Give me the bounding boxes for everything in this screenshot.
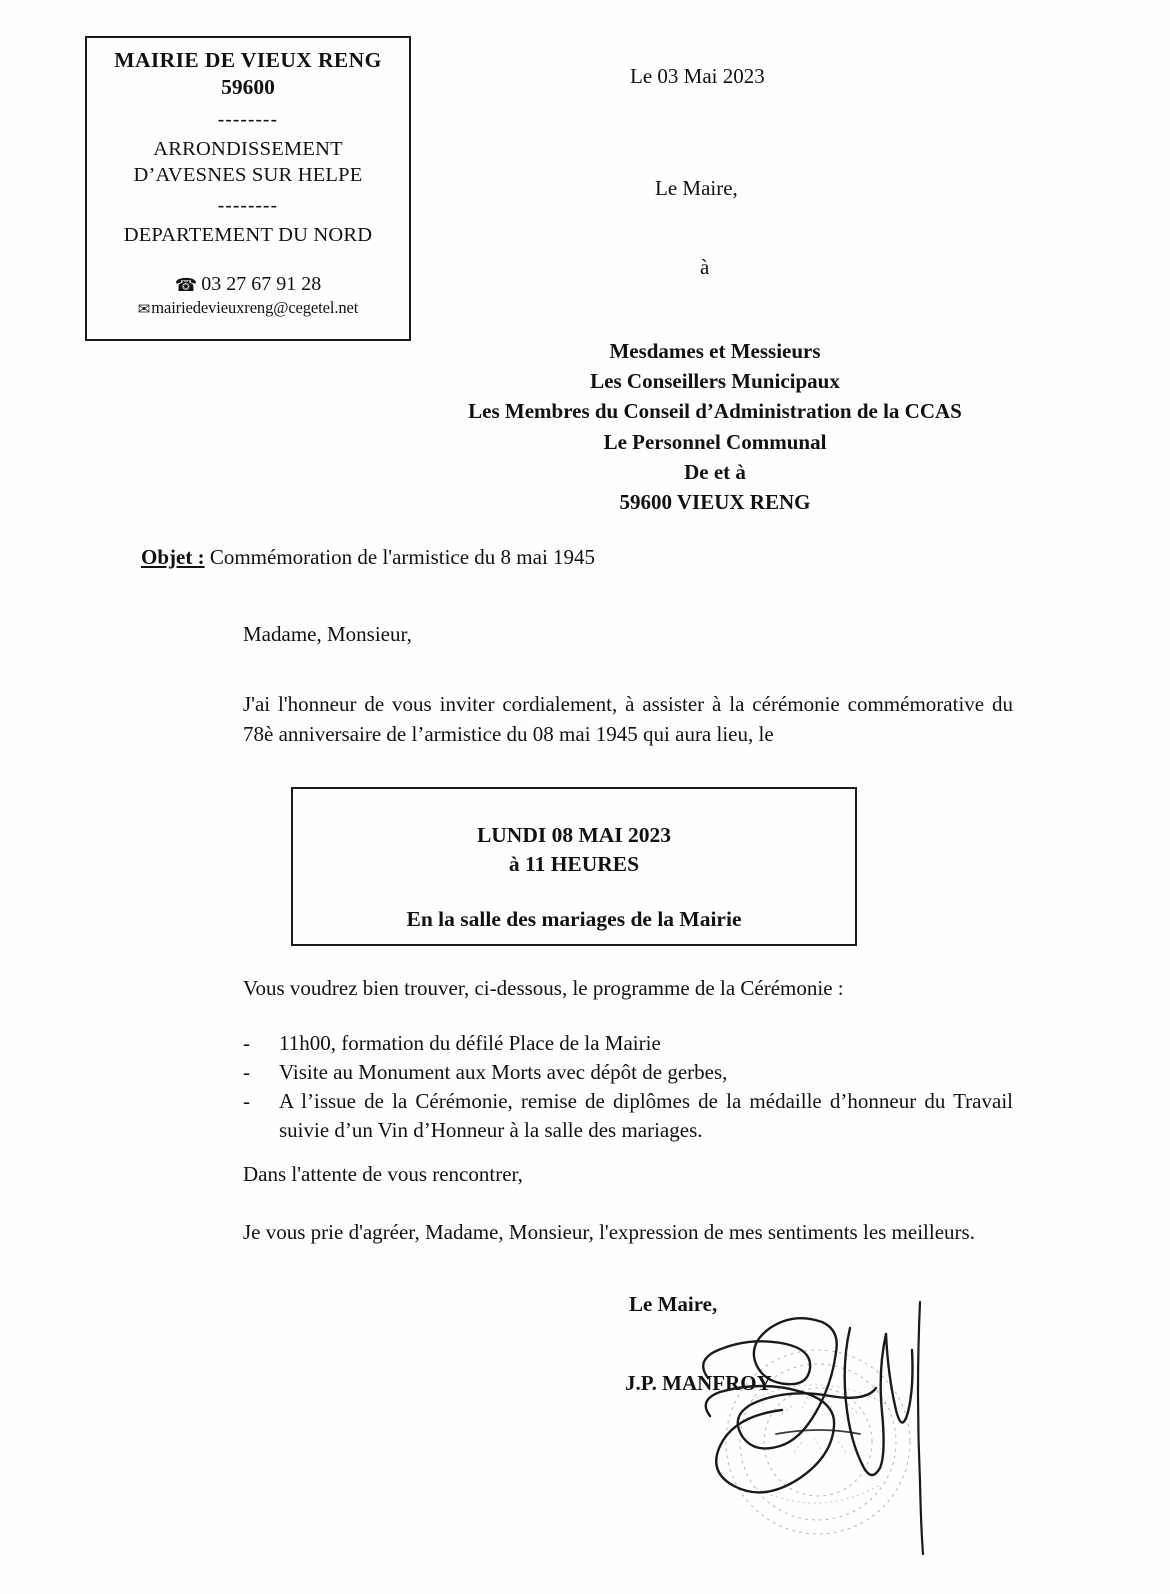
- recipient-line: Mesdames et Messieurs: [609, 339, 821, 363]
- salutation: Madame, Monsieur,: [243, 622, 412, 646]
- letterhead-phone-row: [87, 271, 409, 297]
- announcement-date: LUNDI 08 MAI 2023: [476, 823, 672, 847]
- bullet-dash: -: [243, 1059, 250, 1084]
- bullet-dash: -: [243, 1088, 250, 1113]
- announcement-box: [291, 787, 857, 946]
- programme-item-text: Visite au Monument aux Morts avec dépôt de gerbes,: [279, 1059, 728, 1084]
- recipient-line: Les Membres du Conseil d’Administration de la CCAS: [468, 399, 962, 424]
- list-item: [243, 1087, 1013, 1145]
- letterhead-title: MAIRIE DE VIEUX RENG: [114, 48, 382, 72]
- list-item: [243, 1029, 1013, 1058]
- letter-body: [243, 620, 1013, 749]
- announcement-place: En la salle des mariages de la Mairie: [406, 907, 742, 932]
- programme-list: [243, 1029, 1013, 1145]
- recipient-line: Le Personnel Communal: [603, 429, 827, 454]
- invitation-paragraph: J'ai l'honneur de vous inviter cordialement, à assister à la cérémonie commémorative du 78è anniversaire de l’armistice du 08 mai 1945 qui aura lieu, le: [243, 691, 1013, 746]
- announcement-date-time: [293, 821, 855, 879]
- recipient-line: Les Conseillers Municipaux: [590, 369, 840, 394]
- recipient-line: De et à: [684, 459, 746, 484]
- subject-line: [141, 545, 595, 570]
- letterhead-postal-code: 59600: [221, 74, 275, 99]
- envelope-icon: ✉: [137, 301, 151, 318]
- closing-line-2: Je vous prie d'agréer, Madame, Monsieur, l'expression de mes sentiments les meilleurs.: [243, 1220, 975, 1244]
- letterhead-contact: [87, 271, 409, 321]
- letterhead-district-line-2: D’AVESNES SUR HELPE: [133, 164, 363, 187]
- announcement-time: à 11 HEURES: [508, 852, 640, 877]
- list-item: [243, 1058, 1013, 1087]
- letterhead-box: [85, 36, 411, 341]
- letterhead-separator-1: --------: [217, 108, 279, 130]
- closing-line-1: Dans l'attente de vous rencontrer,: [243, 1162, 523, 1186]
- letterhead-email-row: [87, 297, 409, 321]
- to-label: à: [700, 255, 710, 279]
- programme-intro: Vous voudrez bien trouver, ci-dessous, le programme de la Cérémonie :: [243, 976, 844, 1000]
- handwritten-signature-icon: [690, 1292, 950, 1572]
- bullet-dash: -: [243, 1031, 250, 1055]
- programme-item-text: 11h00, formation du défilé Place de la Mairie: [279, 1031, 661, 1055]
- subject-label: Objet :: [141, 545, 205, 569]
- recipient-line: 59600 VIEUX RENG: [619, 490, 811, 515]
- phone-icon: ☎: [174, 274, 198, 295]
- signature-title: Le Maire,: [629, 1292, 718, 1316]
- letterhead-phone: 03 27 67 91 28: [201, 272, 322, 295]
- spacer: [243, 650, 1013, 690]
- letterhead-district-line-1: ARRONDISSEMENT: [153, 137, 343, 160]
- sender-label: Le Maire,: [655, 176, 738, 200]
- subject-text: Commémoration de l'armistice du 8 mai 1945: [209, 545, 596, 569]
- letterhead-department: DEPARTEMENT DU NORD: [123, 224, 373, 247]
- letter-date: Le 03 Mai 2023: [630, 64, 765, 88]
- letterhead-email: mairiedevieuxreng@cegetel.net: [151, 297, 359, 317]
- signature-name: J.P. MANFROY: [625, 1371, 772, 1395]
- programme-item-text: A l’issue de la Cérémonie, remise de diplômes de la médaille d’honneur du Travail suivie d’un Vin d’Honneur à la salle des mariages.: [279, 1088, 1013, 1142]
- letterhead-separator-2: --------: [217, 195, 279, 217]
- recipient-block: [395, 336, 1035, 517]
